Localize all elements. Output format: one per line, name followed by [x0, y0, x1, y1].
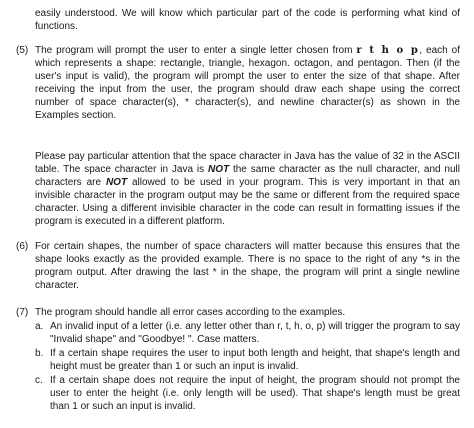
- subitem-text: If a certain shape does not require the input of height, the program should not prompt the user to enter the height (i.e. only length will be used). That shape's length must be great than 1 or such an input is invalid.: [50, 375, 460, 412]
- note-text-c: allowed to be used in your program. This is very important in that an invisible character in the program output may be the same or different from the required space character. Using a different invisible character in the code can result in formatting issues if the program is executed in a different platform.: [35, 177, 460, 227]
- space-character-note: [35, 150, 460, 228]
- item-number: (7): [16, 307, 29, 318]
- requirement-6-text: For certain shapes, the number of space characters will matter because this ensures that the shape looks exactly as the provided example. There is no space to the right of any *s in the program output. After drawing the last * in the shape, the program will print a single newline character.: [35, 241, 460, 291]
- subitem-letter: a.: [35, 321, 44, 332]
- subitem-letter: c.: [35, 375, 43, 386]
- requirement-5-text-b: , each of which represents a shape: rectangle, triangle, hexagon. octagon, and pentagon. Then (if the user's input is valid), the program will prompt the user to enter the size of that shape. After receiving the input from the user, the program should draw each shape using the correct number of space character(s), * character(s), and newline character(s) as shown in the Examples section.: [35, 45, 461, 121]
- requirement-5-text: [35, 44, 460, 122]
- subitem-text: If a certain shape requires the user to input both length and height, that shape's length and height must be greater than 1 or such an input is invalid.: [50, 348, 460, 372]
- note-text-b: the same character as the null character, and null characters are: [35, 164, 460, 188]
- error-case-a: [35, 320, 460, 346]
- shape-letters: r t h o p: [356, 45, 420, 56]
- item-number: (5): [16, 45, 29, 56]
- error-case-c: [35, 374, 460, 413]
- subitem-text: An invalid input of a letter (i.e. any letter other than r, t, h, o, p) will trigger the program to say "Invalid shape" and "Goodbye! ". Case matters.: [50, 321, 460, 345]
- requirement-7-text: The program should handle all error cases according to the examples.: [35, 307, 346, 318]
- item-number: (6): [16, 241, 29, 252]
- note-text-a: Please pay particular attention that the space character in Java has the value of 32 in the ASCII table. The space character in Java is: [35, 151, 460, 175]
- subitem-letter: b.: [35, 348, 44, 359]
- requirement-5-text-a: The program will prompt the user to enter a single letter chosen from: [35, 45, 357, 56]
- requirement-5: [16, 44, 460, 122]
- emphasis-not-2: NOT: [105, 177, 128, 188]
- error-case-b: [35, 347, 460, 373]
- requirement-6: [16, 240, 460, 292]
- emphasis-not-1: NOT: [207, 164, 230, 175]
- intro-paragraph: easily understood. We will know which particular part of the code is performing what kind of functions.: [35, 8, 460, 32]
- requirement-7: [16, 306, 460, 319]
